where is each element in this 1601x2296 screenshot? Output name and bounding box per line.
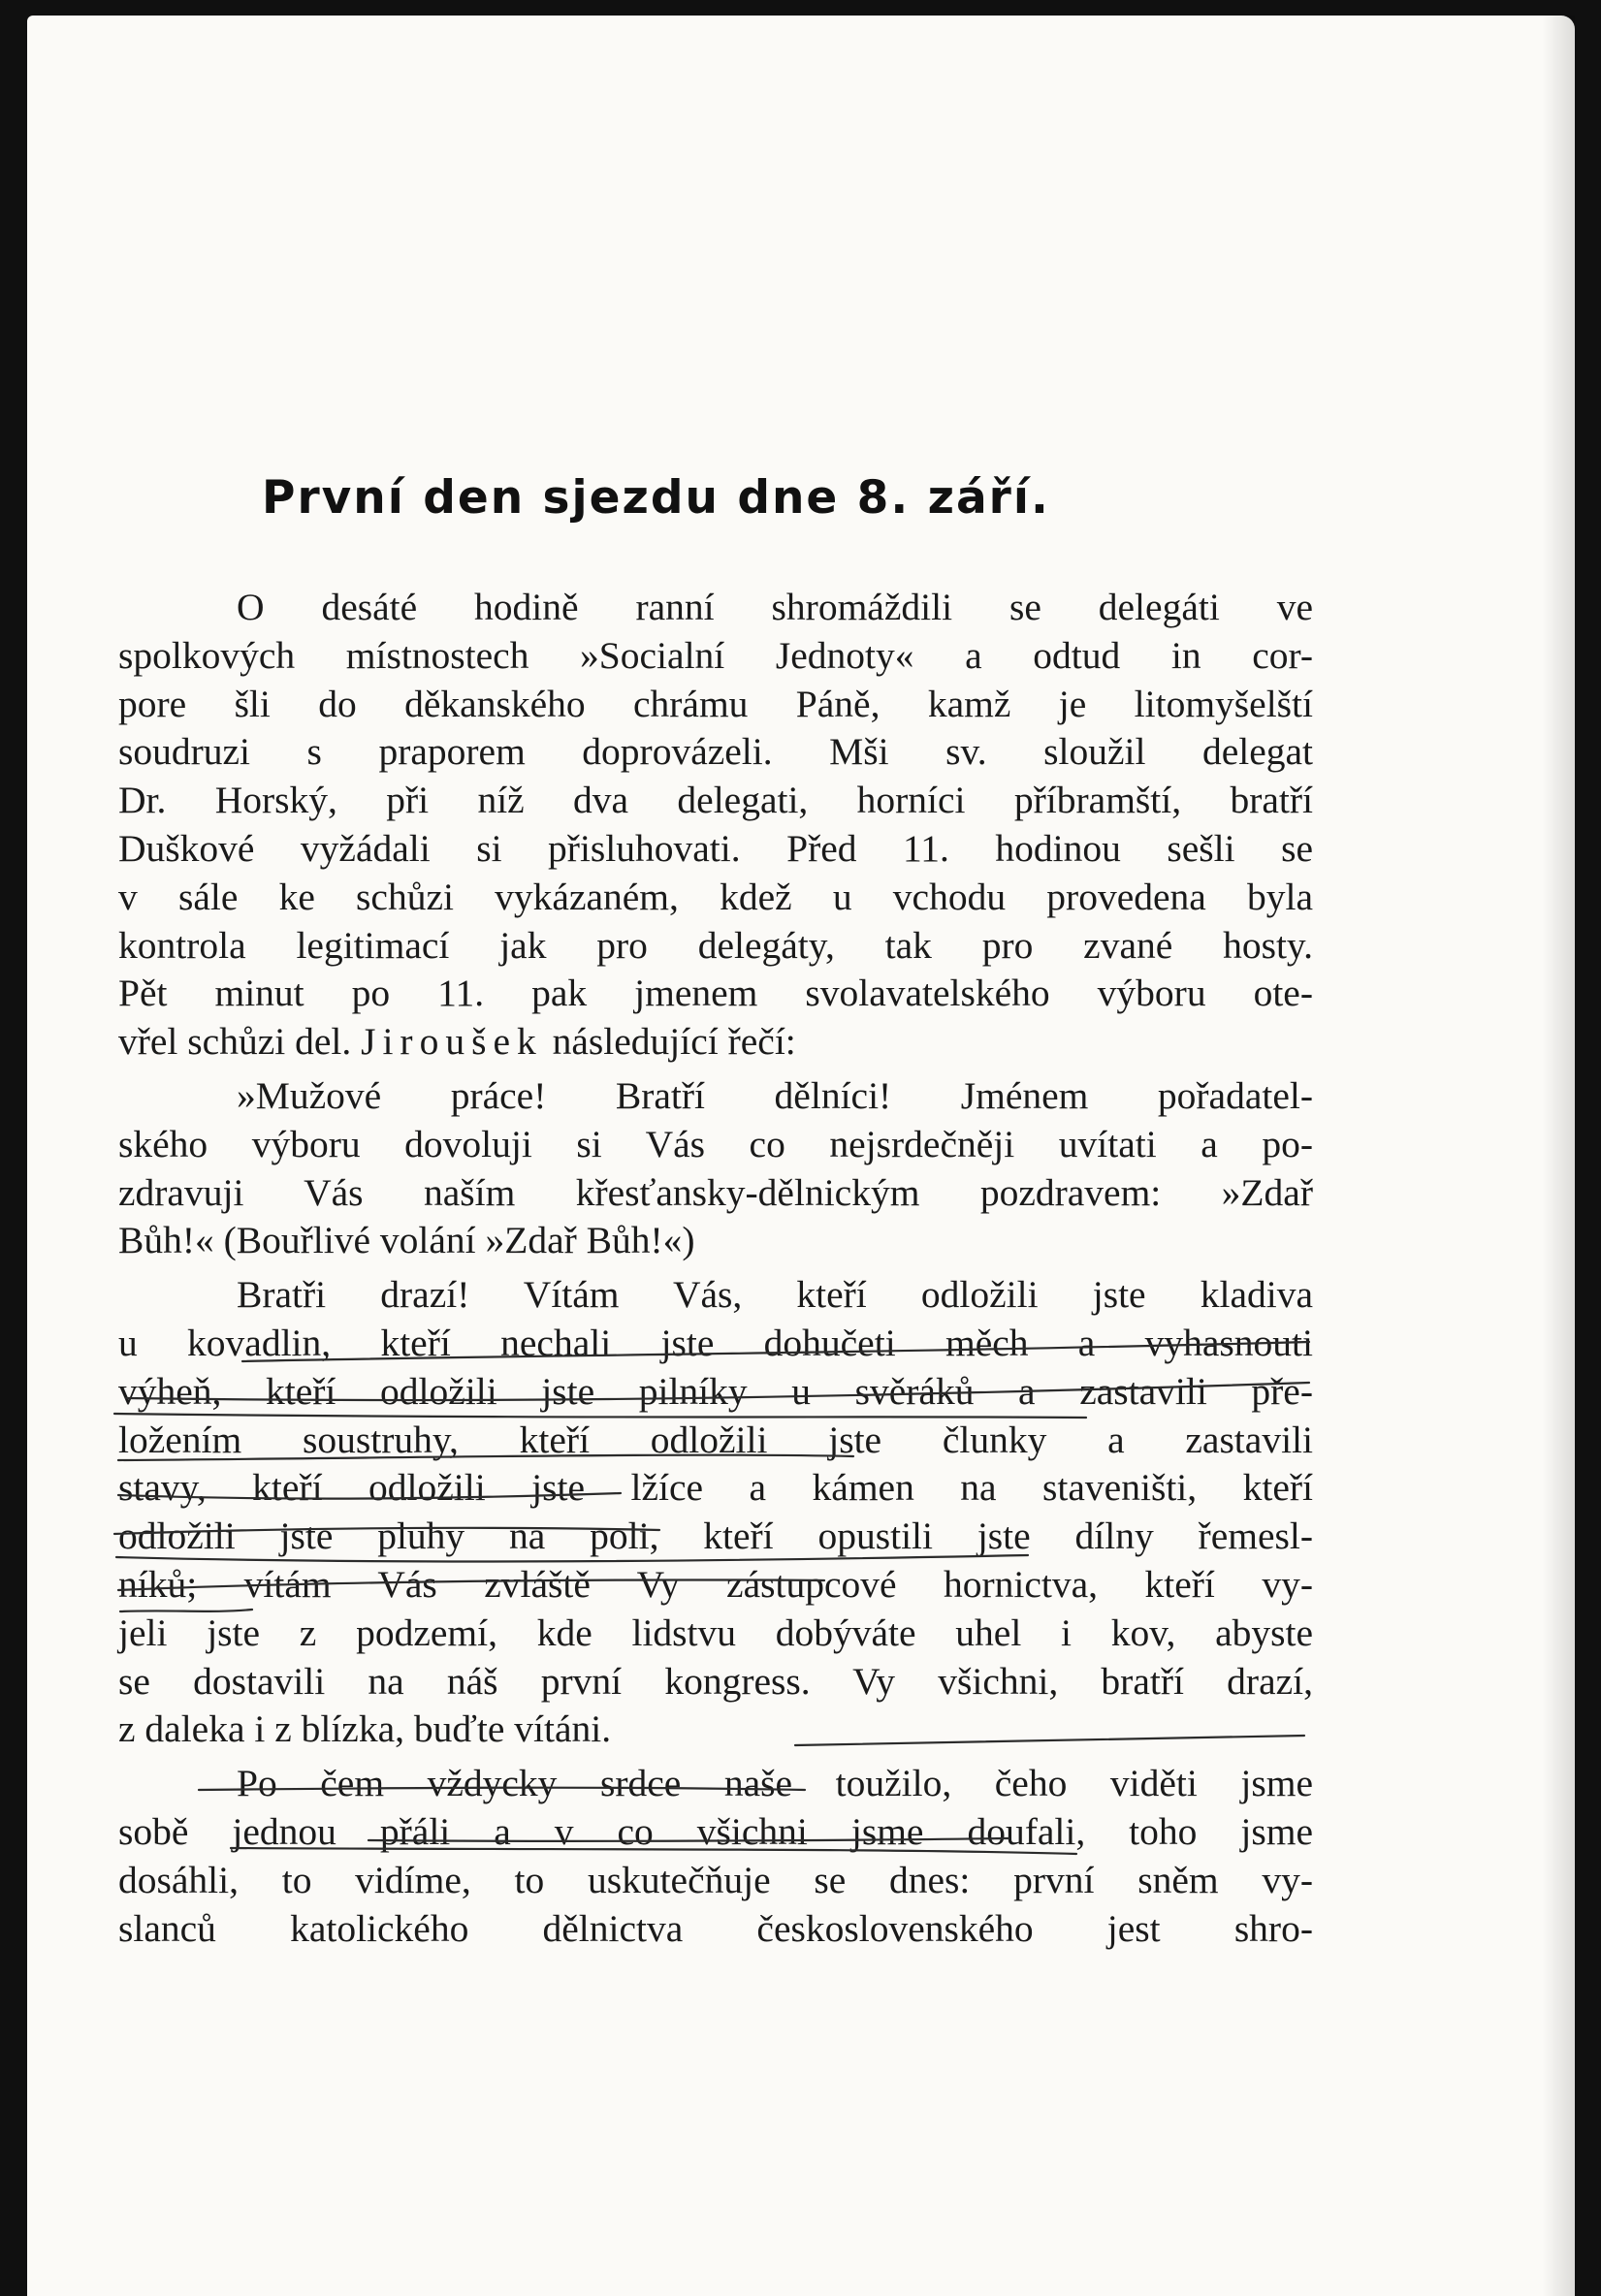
text-segment: vřel schůzi del. <box>118 1020 352 1064</box>
text-line: sobě jednou přáli a v co všichni jsme doufali, toho jsme <box>118 1809 1313 1853</box>
page-edge-shadow <box>1542 16 1575 2296</box>
text-line: zdravuji Vás naším křesťansky-dělnickým pozdravem: »Zdař <box>118 1170 1313 1214</box>
text-line: Pět minut po 11. pak jmenem svolavatelského výboru ote- <box>118 972 1313 1015</box>
text-line: se dostavili na náš první kongress. Vy všichni, bratří drazí, <box>118 1659 1313 1703</box>
text-line: dosáhli, to vidíme, to uskutečňuje se dnes: první sněm vy- <box>118 1858 1313 1901</box>
paragraph-4 <box>118 1760 1313 1953</box>
text-line: »Mužové práce! Bratří dělníci! Jménem pořadatel- <box>237 1073 1313 1117</box>
text-line: spolkových místnostech »Socialní Jednoty« a odtud in cor- <box>118 633 1313 677</box>
text-line: Bůh!« (Bouřlivé volání »Zdař Bůh!«) <box>118 1219 695 1262</box>
text-line: Duškové vyžádali si přisluhovati. Před 11. hodinou sešli se <box>118 826 1313 870</box>
text-line: výheň, kteří odložili jste pilníky u svěráků a zastavili pře- <box>118 1369 1313 1413</box>
page-title: První den sjezdu dne 8. září. <box>262 471 1050 525</box>
text-line: Bratři drazí! Vítám Vás, kteří odložili jste kladiva <box>237 1273 1313 1317</box>
paragraph-3 <box>118 1271 1313 1754</box>
text-line: u kovadlin, kteří nechali jste dohučeti měch a vyhasnouti <box>118 1321 1313 1364</box>
text-line: slanců katolického dělnictva československého jest shro- <box>118 1906 1313 1950</box>
text-line: O desáté hodině ranní shromáždili se delegáti ve <box>237 586 1313 628</box>
text-line: níků; vítám Vás zvláště Vy zástupcové hornictva, kteří vy- <box>118 1562 1313 1606</box>
text-line: Po čem vždycky srdce naše toužilo, čeho viděti jsme <box>237 1762 1313 1805</box>
speaker-name: Jiroušek <box>361 1020 543 1064</box>
text-segment: následující řečí: <box>552 1020 796 1064</box>
paragraph-1 <box>118 584 1313 1067</box>
text-line: kontrola legitimací jak pro delegáty, tak pro zvané hosty. <box>118 923 1313 967</box>
text-line: ložením soustruhy, kteří odložili jste člunky a zastavili <box>118 1418 1313 1461</box>
text-line: stavy, kteří odložili jste lžíce a kámen na staveništi, kteří <box>118 1466 1313 1510</box>
body-text <box>118 584 1313 1959</box>
text-line: Dr. Horský, při níž dva delegati, horníci příbramští, bratří <box>118 779 1313 822</box>
text-line: odložili jste pluhy na poli, kteří opustili jste dílny řemesl- <box>118 1515 1313 1558</box>
paragraph-2 <box>118 1072 1313 1265</box>
text-line: z daleka i z blízka, buďte vítáni. <box>118 1707 612 1751</box>
text-line: jeli jste z podzemí, kde lidstvu dobýváte uhel i kov, abyste <box>118 1610 1313 1654</box>
text-line: soudruzi s praporem doprovázeli. Mši sv. sloužil delegat <box>118 730 1313 774</box>
text-line: pore šli do děkanského chrámu Páně, kamž je litomyšelští <box>118 682 1313 725</box>
text-line <box>118 1018 1313 1067</box>
text-line: v sále ke schůzi vykázaném, kdež u vchodu provedena byla <box>118 875 1313 918</box>
text-line: ského výboru dovoluji si Vás co nejsrdečněji uvítati a po- <box>118 1122 1313 1165</box>
